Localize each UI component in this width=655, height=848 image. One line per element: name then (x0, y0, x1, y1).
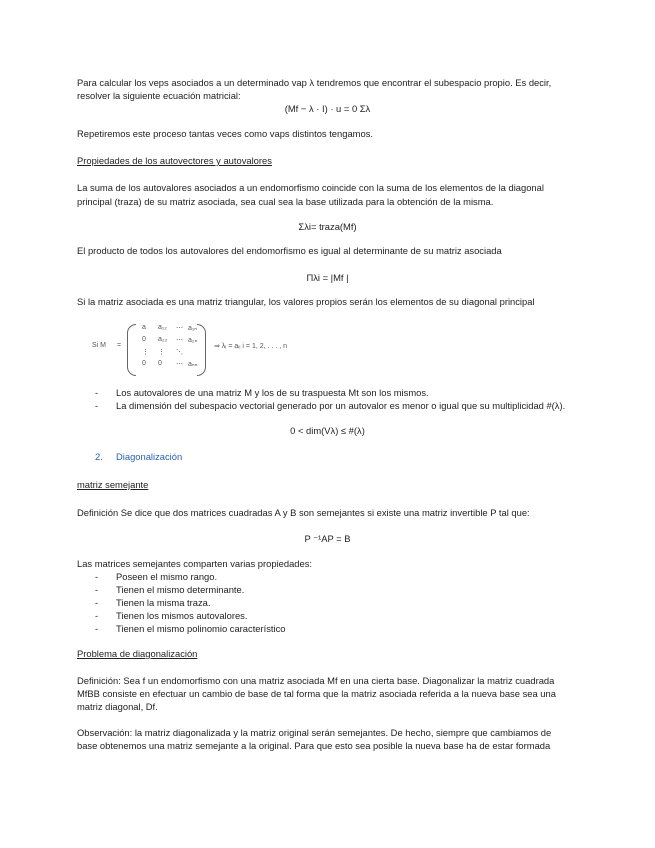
matrix-equals: = (117, 342, 122, 349)
triangular-matrix-formula (92, 320, 352, 380)
bullet-transpose: Los autovalores de una matriz M y los de su traspuesta Mt son los mismos. (116, 387, 429, 398)
matrix-cell: a₂₂ (158, 336, 168, 343)
matrix-cell: aₙₙ (188, 361, 198, 368)
equation-determinant: Πλi = |Mf | (306, 272, 349, 283)
bullet-dash: - (95, 597, 99, 608)
observation-line2: base obtenemos una matriz semejante a la original. Para que esto sea posible la nueva base ha de estar formada (77, 740, 551, 751)
list-item: Tienen el mismo polinomio característico (116, 623, 286, 634)
paragraph-trace-line2: principal (traza) de su matriz asociada, sea cual sea la base utilizada para la obtención de la misma. (77, 196, 494, 207)
matrix-cell: ⋯ (176, 325, 183, 332)
paragraph-triangular: Si la matriz asociada es una matriz triangular, los valores propios serán los elementos de su diagonal principal (77, 296, 535, 307)
paragraph-veps-line1: Para calcular los veps asociados a un determinado vap λ tendremos que encontrar el subespacio propio. Es decir, (77, 77, 552, 88)
definition-diagonalize-line2: MfBB consiste en efectuar un cambio de base de tal forma que la matriz asociada referida a la nueva base sea una (77, 688, 556, 699)
bullet-dash: - (95, 571, 99, 582)
list-item: Tienen la misma traza. (116, 597, 211, 608)
equation-similarity: P ⁻¹AP = B (304, 533, 351, 544)
paragraph-determinant: El producto de todos los autovalores del endomorfismo es igual al determinante de su matriz asociada (77, 245, 502, 256)
matrix-cell: ⋱ (176, 349, 183, 356)
matrix-cell: a₁₂ (158, 324, 167, 331)
observation-line1: Observación: la matriz diagonalizada y la matriz original serán semejantes. De hecho, siempre que cambiamos de (77, 727, 552, 738)
matrix-cell: ⋮ (142, 349, 149, 356)
heading-diagonalization-problem: Problema de diagonalización (77, 648, 198, 659)
section-number: 2. (95, 451, 103, 462)
matrix-result: ⇒ λᵢ = aᵢᵢ i = 1, 2, . . . , n (214, 343, 287, 350)
section-title: Diagonalización (116, 451, 183, 462)
matrix-cell: ⋯ (176, 361, 183, 368)
bullet-dash: - (95, 387, 99, 398)
matrix-cell: ⋮ (158, 349, 165, 356)
paragraph-trace-line1: La suma de los autovalores asociados a un endomorfismo coincide con la suma de los elementos de la diagonal (77, 182, 544, 193)
matrix-cell: a₁ₙ (188, 325, 198, 332)
heading-similar-matrix: matriz semejante (77, 479, 149, 490)
list-item: Tienen los mismos autovalores. (116, 610, 248, 621)
definition-diagonalize-line1: Definición: Sea f un endomorfismo con una matriz asociada Mf en una cierta base. Diagonalizar la matriz cuadrada (77, 675, 555, 686)
matrix-left-bracket (127, 324, 136, 376)
equation-eigenspace: (Mf − λ · I) · u = 0 Σλ (284, 103, 371, 114)
matrix-cell: a₂ₙ (188, 337, 198, 344)
matrix-cell: 0 (142, 336, 146, 343)
matrix-cell: ⋯ (176, 337, 183, 344)
matrix-cell: 0 (158, 360, 162, 367)
bullet-dash: - (95, 610, 99, 621)
heading-properties: Propiedades de los autovectores y autovalores (77, 155, 272, 166)
bullet-dash: - (95, 623, 99, 634)
equation-dimension: 0 < dim(Vλ) ≤ #(λ) (290, 425, 365, 436)
paragraph-repeat: Repetiremos este proceso tantas veces como vaps distintos tengamos. (77, 128, 373, 139)
bullet-dimension: La dimensión del subespacio vectorial generado por un autovalor es menor o igual que su multiplicidad #(λ). (116, 400, 566, 411)
bullet-dash: - (95, 584, 99, 595)
matrix-si-label: Si M (92, 342, 106, 349)
paragraph-similar-properties: Las matrices semejantes comparten varias propiedades: (77, 558, 313, 569)
definition-diagonalize-line3: matriz diagonal, Df. (77, 701, 158, 712)
list-item: Tienen el mismo determinante. (116, 584, 245, 595)
equation-trace: Σλi= traza(Mf) (298, 221, 357, 232)
definition-similar: Definición Se dice que dos matrices cuadradas A y B son semejantes si existe una matriz invertible P tal que: (77, 507, 530, 518)
matrix-cell: a (142, 324, 146, 331)
list-item: Poseen el mismo rango. (116, 571, 218, 582)
matrix-cell: 0 (142, 360, 146, 367)
matrix-right-bracket (197, 324, 206, 376)
bullet-dash: - (95, 400, 99, 411)
paragraph-veps-line2: resolver la siguiente ecuación matricial: (77, 90, 241, 101)
